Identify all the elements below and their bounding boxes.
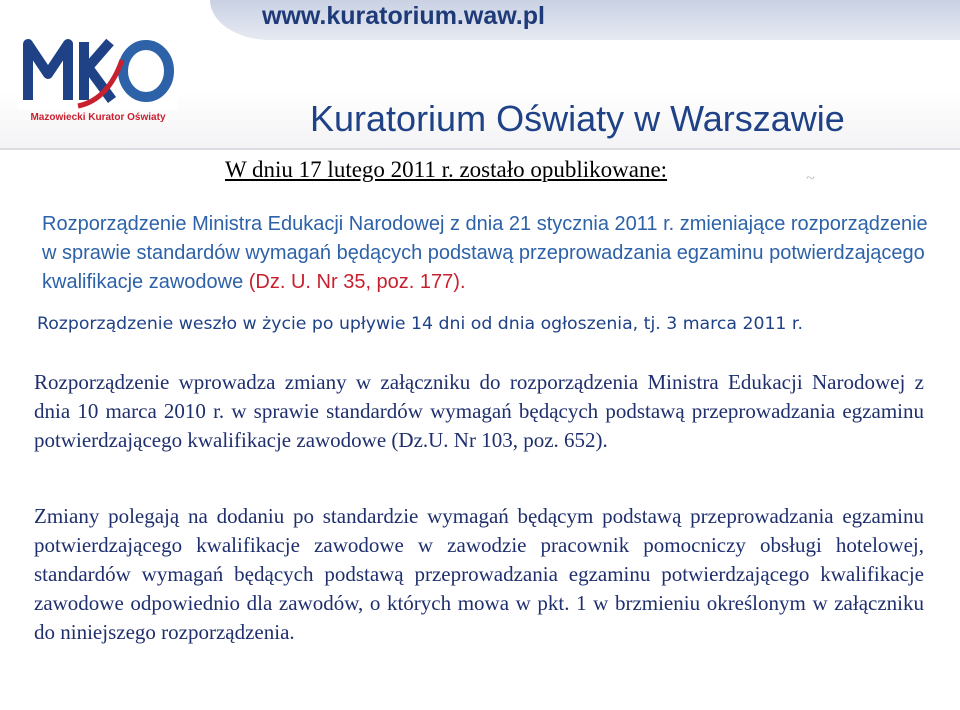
website-url: www.kuratorium.waw.pl	[262, 2, 545, 30]
decorative-mark: ~	[806, 170, 815, 187]
page-header	[0, 0, 960, 150]
page-title: W dniu 17 lutego 2011 r. zostało opublikowane:	[225, 157, 668, 182]
details-paragraph: Zmiany polegają na dodaniu po standardzie wymagań będącym podstawą przeprowadzania egzaminu potwierdzającego kwalifikacje zawodowe w zawodzie pracownik pomocniczy obsługi hotelowej, standardów wymagań będących podstawą przeprowadzania egzaminu potwierdzającego kwalifikacje zawodowe odpowiednio dla zawodów, o których mowa w pkt. 1 w brzmieniu określonym w załączniku do niniejszego rozporządzenia.	[34, 504, 924, 644]
regulation-text: Rozporządzenie Ministra Edukacji Narodowej z dnia 21 stycznia 2011 r. zmieniające rozporządzenie w sprawie standardów wymagań będących podstawą przeprowadzania egzaminu potwierdzającego kwalifikacje zawodowe	[42, 213, 928, 293]
regulation-reference: (Dz. U. Nr 35, poz. 177).	[248, 271, 466, 293]
mko-logo	[18, 30, 178, 130]
logo-caption: Mazowiecki Kurator Oświaty	[30, 112, 166, 123]
header-divider	[0, 148, 960, 150]
organization-name: Kuratorium Oświaty w Warszawie	[310, 98, 845, 139]
effective-date-paragraph: Rozporządzenie weszło w życie po upływie 14 dni od dnia ogłoszenia, tj. 3 marca 2011 r.	[37, 314, 803, 334]
regulation-paragraph	[42, 210, 928, 297]
changes-paragraph: Rozporządzenie wprowadza zmiany w załączniku do rozporządzenia Ministra Edukacji Narodowej z dnia 10 marca 2010 r. w sprawie standardów wymagań będących podstawą przeprowadzania egzaminu potwierdzającego kwalifikacje zawodowe (Dz.U. Nr 103, poz. 652).	[34, 370, 924, 452]
